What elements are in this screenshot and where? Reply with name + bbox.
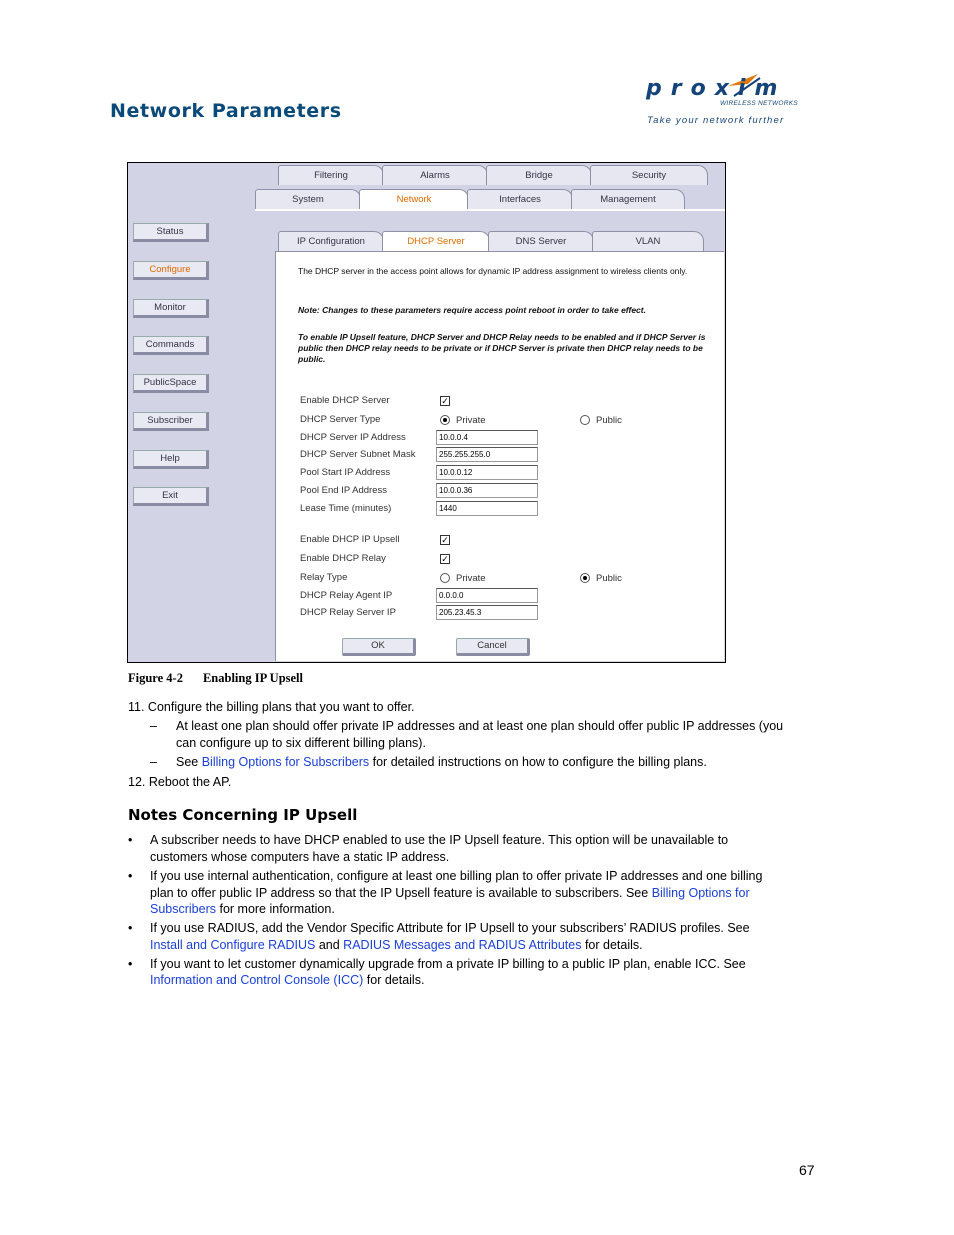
step-11-detail-1a: At least one plan should offer private IP addresses and at least one plan should offer public IP addresses (you [176, 719, 784, 733]
tab-security[interactable]: Security [590, 165, 708, 185]
dash-1: – [150, 719, 157, 733]
nav-publicspace-button[interactable]: PublicSpace [133, 374, 209, 393]
tab-bridge[interactable]: Bridge [486, 165, 592, 185]
nav-status-button[interactable]: Status [133, 223, 209, 242]
bullet-1-marker: • [128, 833, 133, 847]
bullet-1-line-2: customers whose computers have a static IP address. [150, 850, 450, 864]
radio-relay-public[interactable] [580, 573, 590, 583]
figure-title: Enabling IP Upsell [202, 671, 304, 685]
nav-monitor-button[interactable]: Monitor [133, 299, 209, 318]
link-billing-options-2a[interactable]: Billing Options for [651, 886, 750, 900]
nav-help-button[interactable]: Help [133, 450, 209, 469]
radio-server-public[interactable] [580, 415, 590, 425]
checkbox-enable-relay[interactable]: ✓ [441, 554, 449, 564]
bullet-2-marker: • [128, 869, 133, 883]
subtab-vlan[interactable]: VLAN [592, 231, 704, 251]
step-11: 11. Configure the billing plans that you want to offer. [128, 700, 415, 714]
input-pool-start[interactable]: 10.0.0.12 [436, 465, 538, 480]
label-server-public: Public [596, 415, 622, 426]
radio-relay-private[interactable] [440, 573, 450, 583]
bullet-3-line-2 [150, 937, 643, 954]
bullet-4-post: for details. [363, 973, 425, 987]
label-enable-dhcp-server: Enable DHCP Server [300, 395, 390, 406]
panel-intro: The DHCP server in the access point allows for dynamic IP address assignment to wireless clients only. [298, 266, 688, 276]
bullet-3-marker: • [128, 921, 133, 935]
input-pool-end[interactable]: 10.0.0.36 [436, 483, 538, 498]
bullet-2-line-2-text: plan to offer public IP address so that the IP Upsell feature is available to subscribers. See [150, 886, 652, 900]
input-dhcp-server-ip[interactable]: 10.0.0.4 [436, 430, 538, 445]
label-enable-relay: Enable DHCP Relay [300, 553, 386, 564]
detail-2-post: for detailed instructions on how to configure the billing plans. [369, 755, 707, 769]
label-relay-private: Private [456, 573, 486, 584]
tab-system[interactable]: System [255, 189, 361, 209]
dash-2: – [150, 755, 157, 769]
label-lease-time: Lease Time (minutes) [300, 503, 392, 514]
bullet-4-line-1: If you want to let customer dynamically upgrade from a private IP billing to a public IP plan, enable ICC. See [150, 957, 746, 971]
link-billing-options-2b[interactable]: Subscribers [150, 902, 216, 916]
panel-note-reboot: Note: Changes to these parameters require access point reboot in order to take effect. [298, 305, 646, 315]
bullet-1-line-1: A subscriber needs to have DHCP enabled to use the IP Upsell feature. This option will be unavailable to [150, 833, 729, 847]
logo-wordmark: proxim [646, 76, 787, 101]
bullet-4-marker: • [128, 957, 133, 971]
dhcp-server-panel [275, 251, 724, 661]
nav-configure-button[interactable]: Configure [133, 261, 209, 280]
label-enable-upsell: Enable DHCP IP Upsell [300, 534, 400, 545]
figure-caption [128, 671, 303, 686]
tab-network[interactable]: Network [359, 189, 469, 209]
label-relay-server-ip: DHCP Relay Server IP [300, 607, 396, 618]
tab-interfaces[interactable]: Interfaces [467, 189, 573, 209]
link-radius-messages[interactable]: RADIUS Messages and RADIUS Attributes [343, 938, 582, 952]
nav-subscriber-button[interactable]: Subscriber [133, 412, 209, 431]
subtab-ip-configuration[interactable]: IP Configuration [278, 231, 384, 251]
nav-exit-button[interactable]: Exit [133, 487, 209, 506]
bullet-2-line-2 [150, 885, 750, 902]
step-11-detail-2 [176, 754, 707, 771]
subtab-dns-server[interactable]: DNS Server [488, 231, 594, 251]
label-relay-public: Public [596, 573, 622, 584]
label-pool-start: Pool Start IP Address [300, 467, 391, 478]
nav-commands-button[interactable]: Commands [133, 336, 209, 355]
label-relay-agent-ip: DHCP Relay Agent IP [300, 590, 393, 601]
figure-number: Figure 4-2 [128, 671, 183, 685]
bullet-2-line-3-text: for more information. [216, 902, 335, 916]
input-relay-agent-ip[interactable]: 0.0.0.0 [436, 588, 538, 603]
bullet-3-line-1: If you use RADIUS, add the Vendor Specific Attribute for IP Upsell to your subscribers’ RADIUS profiles. See [150, 921, 750, 935]
input-dhcp-subnet[interactable]: 255.255.255.0 [436, 447, 538, 462]
notes-heading: Notes Concerning IP Upsell [128, 806, 358, 824]
bullet-4-line-2 [150, 972, 424, 989]
label-dhcp-server-ip: DHCP Server IP Address [300, 432, 406, 443]
checkbox-enable-upsell[interactable]: ✓ [441, 535, 449, 545]
label-relay-type: Relay Type [300, 572, 348, 583]
page-number: 67 [799, 1162, 815, 1178]
link-billing-options[interactable]: Billing Options for Subscribers [201, 755, 370, 769]
label-dhcp-subnet: DHCP Server Subnet Mask [300, 449, 416, 460]
proxim-logo [640, 72, 810, 132]
step-11-detail-1b: can configure up to six different billing plans). [176, 736, 426, 750]
tab-alarms[interactable]: Alarms [382, 165, 488, 185]
tab-filtering[interactable]: Filtering [278, 165, 384, 185]
bullet-3-post: for details. [581, 938, 643, 952]
section-title: Network Parameters [110, 100, 342, 122]
checkbox-enable-dhcp-server[interactable]: ✓ [441, 396, 449, 406]
link-install-radius[interactable]: Install and Configure RADIUS [150, 938, 316, 952]
label-dhcp-server-type: DHCP Server Type [300, 414, 381, 425]
step-12: 12. Reboot the AP. [128, 775, 232, 789]
input-relay-server-ip[interactable]: 205.23.45.3 [436, 605, 538, 620]
ok-button[interactable]: OK [342, 638, 416, 656]
input-lease-time[interactable]: 1440 [436, 501, 538, 516]
config-screenshot [127, 162, 726, 663]
label-server-private: Private [456, 415, 486, 426]
bullet-3-and: and [315, 938, 344, 952]
radio-server-private[interactable] [440, 415, 450, 425]
detail-2-pre: See [176, 755, 202, 769]
subtab-dhcp-server[interactable]: DHCP Server [382, 231, 490, 251]
panel-note-upsell: To enable IP Upsell feature, DHCP Server and DHCP Relay needs to be enabled and if DHCP Server is public then DHCP relay needs to be private or if DHCP Server is private then DHCP relay needs to be public. [298, 332, 706, 364]
label-pool-end: Pool End IP Address [300, 485, 387, 496]
tab-management[interactable]: Management [571, 189, 685, 209]
logo-tagline: Take your network further [647, 115, 785, 126]
cancel-button[interactable]: Cancel [456, 638, 530, 656]
logo-subtitle: WIRELESS NETWORKS [720, 100, 799, 107]
link-icc[interactable]: Information and Control Console (ICC) [150, 973, 364, 987]
bullet-2-line-3 [150, 901, 335, 918]
bullet-2-line-1: If you use internal authentication, configure at least one billing plan to offer private IP addresses and one billing [150, 869, 763, 883]
